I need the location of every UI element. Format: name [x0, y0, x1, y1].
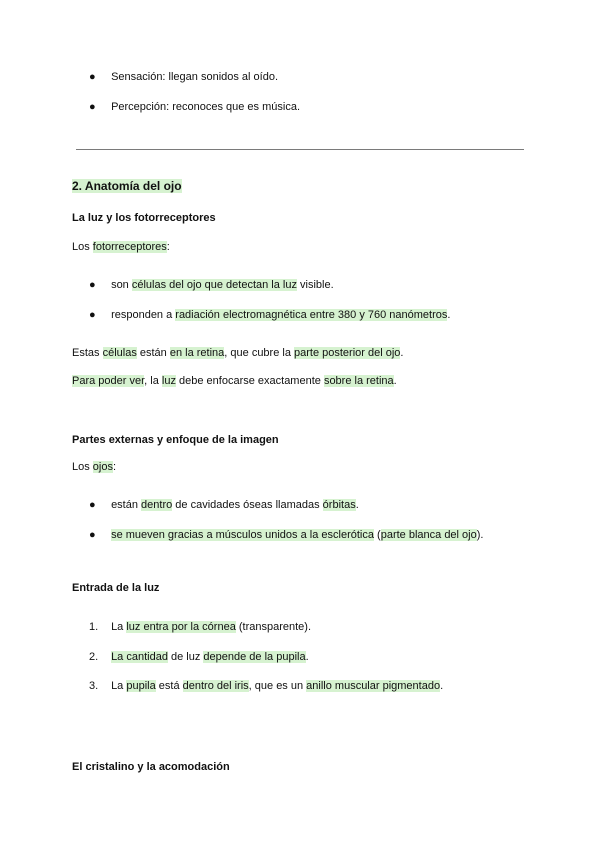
text-segment: (: [373, 529, 381, 541]
subsection-heading: La luz y los fotorreceptores: [72, 212, 216, 224]
text-segment: Los: [72, 461, 93, 473]
list-item-text: [111, 499, 359, 511]
subsection-heading: El cristalino y la acomodación: [72, 761, 230, 773]
highlighted-text: parte posterior del ojo: [294, 347, 401, 359]
list-item-text: [111, 529, 483, 541]
list-item: [89, 680, 443, 692]
highlighted-text: luz entra por la córnea: [126, 621, 236, 633]
text-segment: Sensación: llegan sonidos al oído.: [111, 71, 279, 83]
text-segment: de cavidades óseas llamadas: [172, 499, 323, 511]
text-segment: Los: [72, 241, 93, 253]
highlighted-text: parte blanca del ojo: [380, 529, 477, 541]
list-item-text: [111, 101, 300, 113]
highlighted-text: se mueven gracias a músculos unidos a la esclerótica: [111, 529, 374, 541]
bullet-icon: ●: [89, 529, 96, 541]
highlighted-text: anillo muscular pigmentado: [306, 680, 441, 692]
list-item-text: [111, 279, 334, 291]
highlighted-text: sobre la retina: [323, 375, 394, 387]
text-segment: están: [111, 499, 142, 511]
bullet-icon: ●: [89, 101, 96, 113]
highlighted-text: órbitas: [322, 499, 356, 511]
list-number: 3.: [89, 680, 99, 692]
list-item-text: [111, 71, 278, 83]
text-segment: :: [112, 461, 117, 473]
bullet-icon: ●: [89, 499, 96, 511]
text-segment: .: [440, 680, 444, 692]
text-segment: son: [111, 279, 132, 291]
list-item: [89, 71, 278, 83]
highlighted-text: ojos: [92, 461, 113, 473]
highlighted-text: La cantidad: [111, 651, 168, 663]
text-segment: .: [447, 309, 451, 321]
text-segment: Percepción: reconoces que es música.: [111, 101, 300, 113]
text-segment: :: [166, 241, 170, 253]
text-segment: están: [136, 347, 170, 359]
highlighted-text: pupila: [126, 680, 156, 692]
highlighted-text: células: [102, 347, 137, 359]
highlighted-text: luz: [161, 375, 176, 387]
bullet-icon: ●: [89, 309, 96, 321]
list-item-text: [111, 651, 309, 663]
section-title: [72, 179, 182, 193]
text-segment: debe enfocarse exactamente: [175, 375, 324, 387]
paragraph: [72, 347, 403, 359]
text-segment: La: [111, 621, 127, 633]
section-title-text: 2. Anatomía del ojo: [72, 179, 182, 193]
list-item: [89, 651, 309, 663]
highlighted-text: dentro del iris: [182, 680, 249, 692]
text-segment: visible.: [296, 279, 334, 291]
text-segment: Estas: [72, 347, 103, 359]
text-segment: La: [111, 680, 127, 692]
text-segment: , que es un: [248, 680, 307, 692]
list-item: [89, 309, 450, 321]
paragraph: [72, 461, 116, 473]
paragraph: [72, 375, 397, 387]
bullet-icon: ●: [89, 279, 96, 291]
list-item: [89, 529, 483, 541]
bullet-icon: ●: [89, 71, 96, 83]
text-segment: .: [355, 499, 359, 511]
list-item: [89, 499, 359, 511]
list-item: [89, 621, 311, 633]
text-segment: , la: [144, 375, 162, 387]
text-segment: (transparente).: [235, 621, 312, 633]
list-item-text: [111, 680, 443, 692]
text-segment: responden a: [111, 309, 176, 321]
text-segment: ).: [476, 529, 484, 541]
highlighted-text: en la retina: [169, 347, 225, 359]
text-segment: .: [400, 347, 404, 359]
subsection-heading: Entrada de la luz: [72, 582, 160, 594]
text-segment: .: [393, 375, 397, 387]
highlighted-text: células del ojo que detectan la luz: [131, 279, 297, 291]
paragraph: [72, 241, 170, 253]
list-number: 2.: [89, 651, 99, 663]
horizontal-divider: [76, 149, 524, 150]
highlighted-text: Para poder ver: [72, 375, 145, 387]
list-item-text: [111, 309, 450, 321]
list-item: [89, 101, 300, 113]
highlighted-text: depende de la pupila: [203, 651, 306, 663]
list-item: [89, 279, 334, 291]
highlighted-text: fotorreceptores: [92, 241, 167, 253]
text-segment: está: [155, 680, 183, 692]
list-item-text: [111, 621, 311, 633]
text-segment: de luz: [167, 651, 204, 663]
list-number: 1.: [89, 621, 99, 633]
highlighted-text: dentro: [141, 499, 173, 511]
text-segment: , que cubre la: [224, 347, 295, 359]
highlighted-text: radiación electromagnética entre 380 y 760 nanómetros: [175, 309, 448, 321]
text-segment: .: [305, 651, 309, 663]
subsection-heading: Partes externas y enfoque de la imagen: [72, 434, 279, 446]
